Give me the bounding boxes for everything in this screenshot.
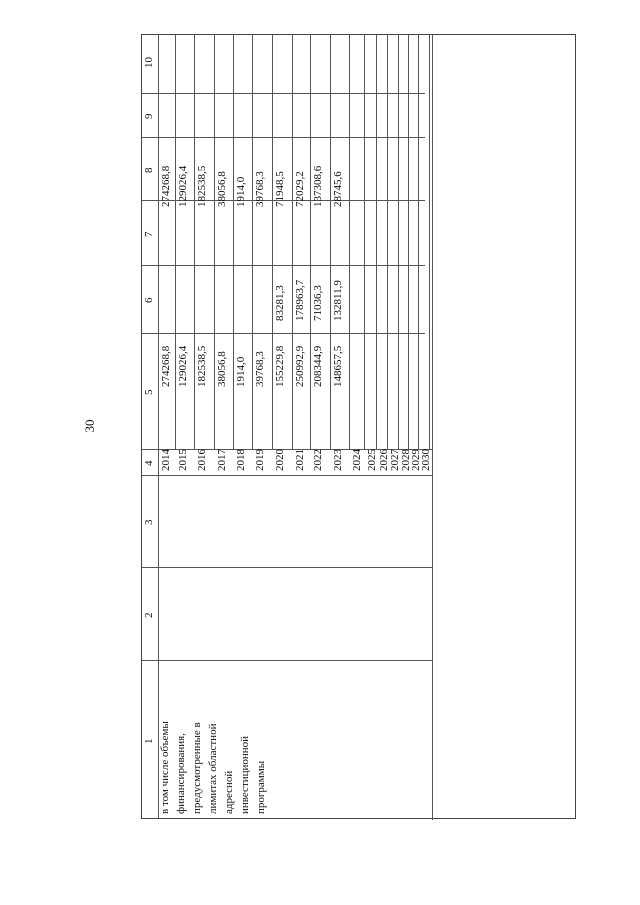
- col6-value: 1914,0: [235, 356, 247, 387]
- row-label-line: в том числе объемы: [159, 721, 171, 814]
- column-header: 9: [143, 113, 155, 119]
- column-divider: [142, 333, 425, 334]
- row-divider: [418, 35, 419, 449]
- column-header: 10: [143, 57, 155, 68]
- column-header: 5: [143, 389, 155, 395]
- row-label-line: инвестиционной: [239, 735, 251, 814]
- column-divider: [142, 137, 425, 138]
- year-cell: 2018: [235, 449, 247, 471]
- column-divider: [142, 265, 425, 266]
- year-cell: 2016: [196, 449, 208, 471]
- column-divider: [142, 660, 432, 661]
- row-divider: [252, 35, 253, 449]
- col7-value: 83281,3: [274, 285, 286, 321]
- row-divider: [398, 35, 399, 449]
- row-label-line: лимитах областной: [207, 723, 219, 814]
- col8-value: 39768,3: [254, 171, 266, 207]
- col7-value: 178963,7: [294, 279, 306, 321]
- year-cell: 2015: [177, 449, 189, 471]
- column-divider: [142, 567, 432, 568]
- row-divider: [330, 35, 331, 449]
- col7-value: 132811,9: [332, 280, 344, 321]
- year-cell: 2029: [410, 449, 422, 471]
- row-divider: [408, 35, 409, 449]
- column-divider: [142, 475, 432, 476]
- column-header: 3: [143, 519, 155, 525]
- year-cell: 2017: [216, 449, 228, 471]
- col8-value: 38056,8: [216, 171, 228, 207]
- col6-value: 274268,8: [160, 345, 172, 387]
- column-header: 7: [143, 231, 155, 237]
- row-divider: [233, 35, 234, 449]
- row-divider: [272, 35, 273, 449]
- col6-value: 155229,8: [274, 345, 286, 387]
- column-header: 6: [143, 297, 155, 303]
- year-cell: 2026: [378, 449, 390, 471]
- year-cell: 2023: [332, 449, 344, 471]
- col6-value: 39768,3: [254, 351, 266, 387]
- row-divider: [310, 35, 311, 449]
- col8-value: 182538,5: [196, 165, 208, 207]
- row-divider: [376, 35, 377, 449]
- rotated-table: [141, 34, 576, 819]
- col8-value: 137308,6: [312, 165, 324, 207]
- col6-value: 250992,9: [294, 345, 306, 387]
- year-cell: 2028: [400, 449, 412, 471]
- col6-value: 148657,5: [332, 345, 344, 387]
- year-cell: 2027: [389, 449, 401, 471]
- year-cell: 2022: [312, 449, 324, 471]
- year-cell: 2024: [351, 449, 363, 471]
- year-cell: 2019: [254, 449, 266, 471]
- col8-value: 72029,2: [294, 171, 306, 207]
- year-cell: 2030: [420, 449, 432, 471]
- row-label-line: адресной: [223, 770, 235, 814]
- col8-value: 274268,8: [160, 165, 172, 207]
- col8-value: 28745,6: [332, 171, 344, 207]
- year-cell: 2021: [294, 449, 306, 471]
- row-divider: [364, 35, 365, 449]
- row-label-line: предусмотренные в: [191, 722, 203, 814]
- col6-value: 182538,5: [196, 345, 208, 387]
- row-divider: [429, 35, 430, 449]
- col6-value: 208344,9: [312, 345, 324, 387]
- data-area-boundary: [432, 35, 433, 820]
- column-header: 8: [143, 167, 155, 173]
- row-divider: [292, 35, 293, 449]
- col7-value: 71036,3: [312, 285, 324, 321]
- col8-value: 129026,4: [177, 165, 189, 207]
- year-cell: 2020: [274, 449, 286, 471]
- column-header: 2: [143, 612, 155, 618]
- row-divider: [349, 35, 350, 449]
- col6-value: 129026,4: [177, 345, 189, 387]
- year-cell: 2025: [366, 449, 378, 471]
- column-header: 1: [143, 738, 155, 744]
- row-label-line: программы: [255, 760, 267, 814]
- col8-value: 1914,0: [235, 176, 247, 207]
- row-label-line: финансирования,: [175, 733, 187, 814]
- column-header: 4: [143, 460, 155, 466]
- col6-value: 38056,8: [216, 351, 228, 387]
- row-divider: [387, 35, 388, 449]
- row-divider: [194, 35, 195, 449]
- year-cell: 2014: [160, 449, 172, 471]
- col8-value: 71948,5: [274, 171, 286, 207]
- row-divider: [175, 35, 176, 449]
- header-band-divider: [158, 35, 159, 818]
- page-number: 30: [82, 419, 97, 433]
- column-divider: [142, 93, 425, 94]
- row-divider: [214, 35, 215, 449]
